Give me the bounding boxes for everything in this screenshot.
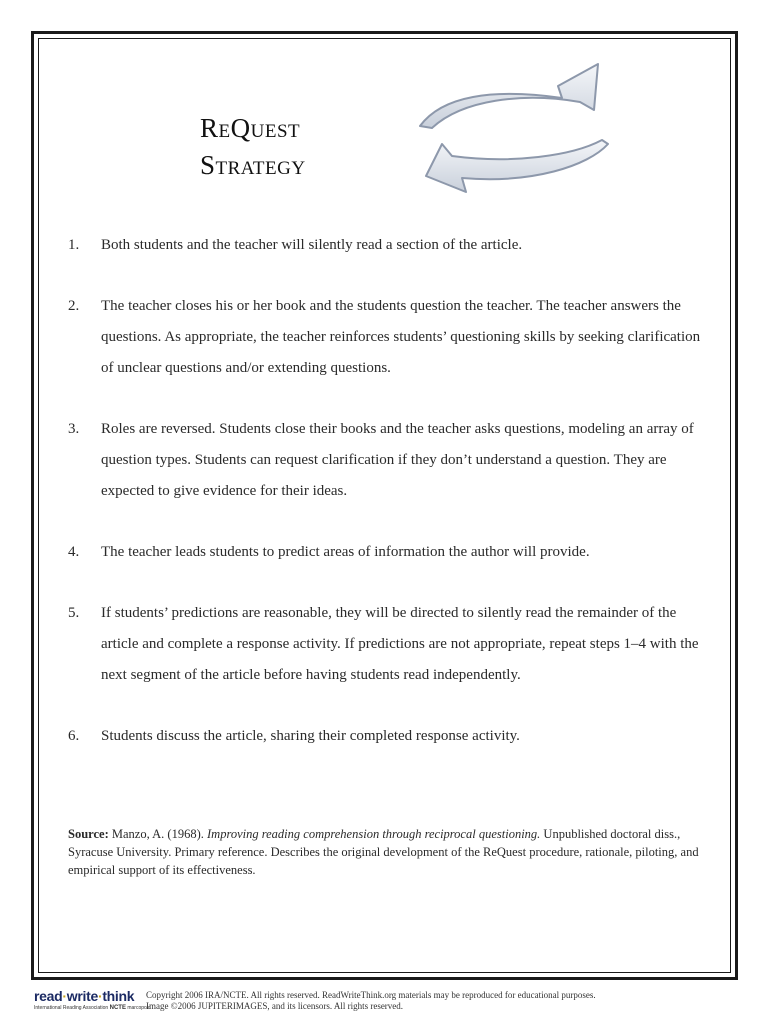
copyright-line-2: Image ©2006 JUPITERIMAGES, and its licensors. All rights reserved. [146, 1001, 404, 1011]
step-number: 1. [68, 237, 80, 253]
page-title [200, 110, 420, 184]
step-number: 5. [68, 605, 80, 621]
list-item [68, 598, 708, 691]
copyright-notice [146, 990, 736, 1012]
list-item [68, 414, 708, 507]
step-text: Roles are reversed. Students close their books and the teacher asks questions, modeling an array of question types. Students can request clarification if they don’t understand a question. They are expected to give evidence for their ideas. [101, 421, 694, 499]
logo-partners: International Reading Association NCTE marcopolo [34, 1005, 151, 1011]
step-number: 6. [68, 728, 80, 744]
copyright-line-1: Copyright 2006 IRA/NCTE. All rights reserved. ReadWriteThink.org materials may be reproduced for educational purposes. [146, 990, 596, 1000]
step-text: The teacher closes his or her book and the students question the teacher. The teacher answers the questions. As appropriate, the teacher reinforces students’ questioning skills by seeking clarification of unclear questions and/or extending questions. [101, 298, 701, 376]
steps-list [68, 230, 708, 782]
readwritethink-logo [34, 988, 151, 1018]
source-work-title: Improving reading comprehension through reciprocal questioning. [207, 827, 541, 841]
source-author: Manzo, A. (1968). [108, 827, 207, 841]
cycle-arrows-icon [412, 56, 612, 206]
list-item [68, 291, 708, 384]
step-text: The teacher leads students to predict areas of information the author will provide. [101, 544, 590, 560]
title-line-2: Strategy [200, 150, 306, 180]
source-details: Unpublished doctoral diss., Syracuse University. Primary reference. Describes the original development of the ReQuest procedure, rationale, piloting, and empirical support of its effectiveness. [68, 827, 699, 877]
step-text: Students discuss the article, sharing their completed response activity. [101, 728, 520, 744]
step-text: Both students and the teacher will silently read a section of the article. [101, 237, 523, 253]
list-item [68, 721, 708, 752]
step-number: 2. [68, 298, 80, 314]
title-line-1: ReQuest [200, 113, 301, 143]
step-text: If students’ predictions are reasonable, they will be directed to silently read the remainder of the article and complete a response activity. If predictions are not appropriate, repeat steps 1–4 with the next segment of the article before having students read independently. [101, 605, 699, 683]
logo-wordmark: read·write·think [34, 988, 135, 1004]
source-label: Source: [68, 827, 109, 841]
source-citation [68, 825, 708, 879]
page-footer [34, 988, 734, 1018]
list-item [68, 537, 708, 568]
list-item [68, 230, 708, 261]
step-number: 3. [68, 421, 80, 437]
step-number: 4. [68, 544, 80, 560]
